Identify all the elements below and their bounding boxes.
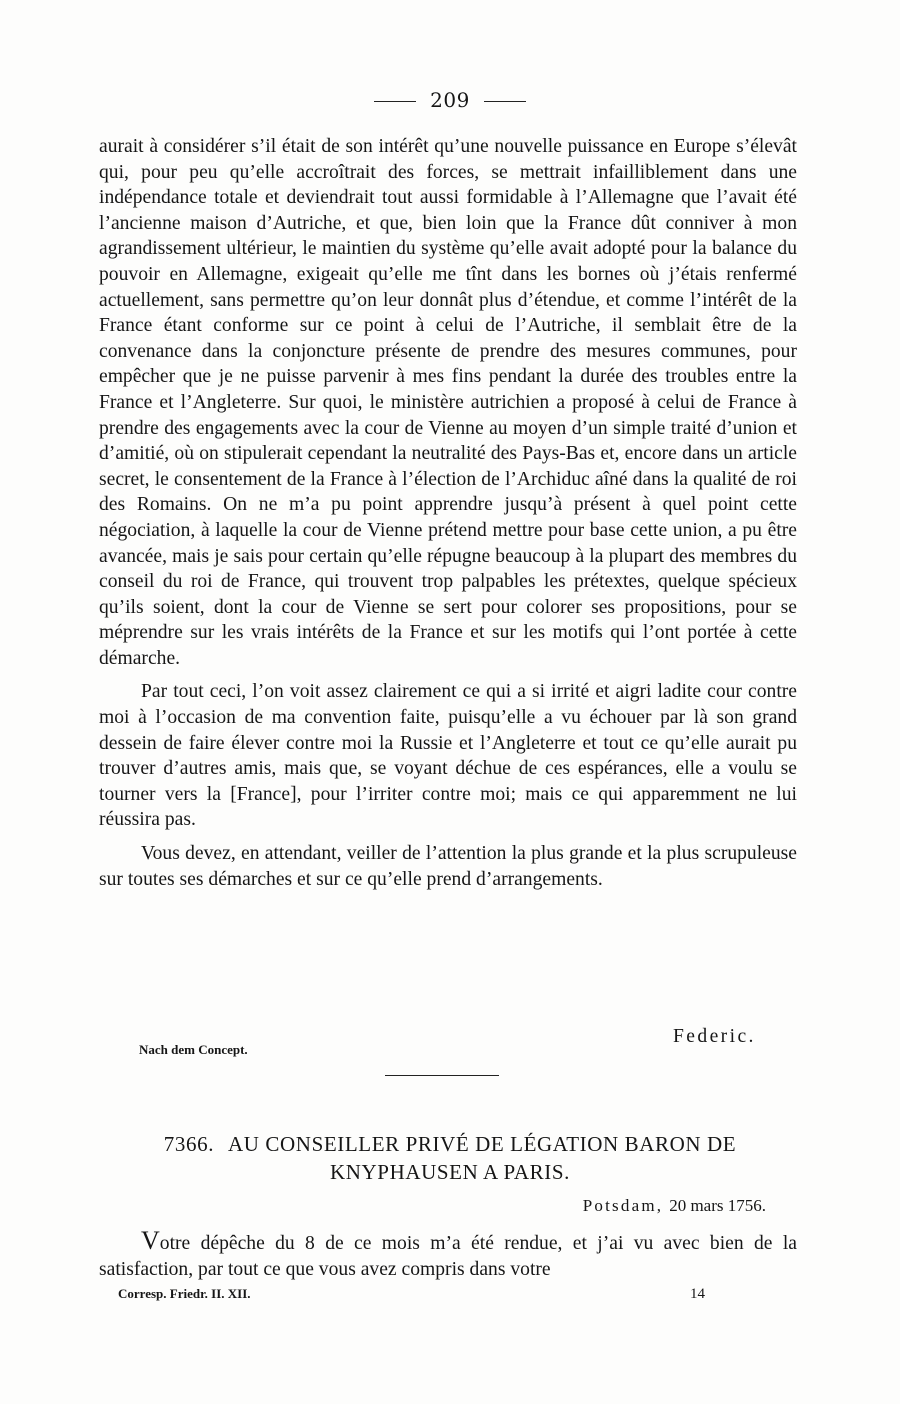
dateline-date: 20 mars 1756. [669, 1196, 766, 1215]
footer-signature-left: Corresp. Friedr. II. XII. [118, 1286, 251, 1301]
body-paragraph-3: Vous devez, en attendant, veiller de l’attention la plus grande et la plus scrupuleuse sur toutes ses démarches et sur ce qu’elle prend d’arrangements. [99, 843, 797, 890]
letter-number: 7366. [163, 1132, 215, 1156]
body-paragraph-1: aurait à considérer s’il était de son intérêt qu’une nouvelle puissance en Europe s’élevât qui, pour peu qu’elle accroîtrait des forces, se mettrait infailliblement dans une indépendance totale et deviendrait tout aussi formidable à l’Allemagne que l’avait été l’ancienne maison d’Autriche, et que, bien loin que la France dût conniver à mon agrandissement ultérieur, le maintien du système qu’elle avait adopté pour la balance du pouvoir en Allemagne, exigeait qu’elle me tînt dans les bornes où j’étais renfermé actuellement, sans permettre qu’on leur donnât plus d’étendue, et comme l’intérêt de la France étant conforme sur ce point à celui de l’Autriche, il semblait être de la convenance dans la conjoncture présente de prendre des mesures communes, pour empêcher que je ne puisse parvenir à mes fins pendant la durée des troubles entre la France et l’Angleterre. Sur quoi, le ministère autrichien a proposé à celui de France à prendre des engagements avec la cour de Vienne au moyen d’un simple traité d’union et d’amitié, où on stipulerait cependant la neutralité des Pays-Bas et, encore dans un article secret, le consentement de la France à l’élection de l’Archiduc aîné dans la qualité de roi des Romains. On ne m’a pu point apprendre jusqu’à présent à quel point cette négociation, à laquelle la cour de Vienne prétend mettre pour base cette union, a pu être avancée, mais je sais pour certain qu’elle répugne beaucoup à la plupart des membres du conseil du roi de France, qui trouvent trop palpables les prétextes, quelque spécieux qu’ils soient, dont la cour de Vienne se sert pour colorer ses propositions, pour se méprendre sur les vrais intérêts de la France et sur les motifs qui l’ont portée à cette démarche. [99, 136, 797, 669]
body-paragraph-2: Par tout ceci, l’on voit assez clairement ce qui a si irrité et aigri ladite cour contre moi à l’occasion de ma convention faite, puisqu’elle a vu échouer par là son grand dessein de faire élever contre moi la Russie et l’Angleterre et tout ce qu’elle aurait pu trouver d’autres amis, mais que, se voyant déchue de ces espérances, elle a voulu se tourner vers la [France], pour l’irriter contre moi; mais ce qui apparemment ne lui réussira pas. [99, 681, 797, 831]
footer-signature-right: 14 [690, 1286, 705, 1302]
dateline [583, 1196, 766, 1216]
section-divider [385, 1075, 499, 1076]
dropcap-letter: V [141, 1226, 160, 1255]
signature: Federic. [673, 1026, 756, 1047]
letter-title: AU CONSEILLER PRIVÉ DE LÉGATION BARON DE KNYPHAUSEN A PARIS. [228, 1132, 737, 1184]
header-dash-left [374, 101, 416, 102]
letter-heading [110, 1130, 790, 1186]
letter-body [99, 134, 797, 892]
header-dash-right [484, 101, 526, 102]
new-letter-paragraph [99, 1228, 797, 1282]
new-letter-text: otre dépêche du 8 de ce mois m’a été rendue, et j’ai vu avec bien de la satisfaction, par tout ce que vous avez compris dans votre [99, 1233, 797, 1280]
page-number-header [0, 86, 900, 114]
page-footer [118, 1286, 705, 1302]
dateline-place: Potsdam, [582, 1196, 664, 1215]
new-letter-body [99, 1228, 797, 1282]
source-note: Nach dem Concept. [139, 1042, 248, 1057]
page-number: 209 [430, 88, 470, 112]
